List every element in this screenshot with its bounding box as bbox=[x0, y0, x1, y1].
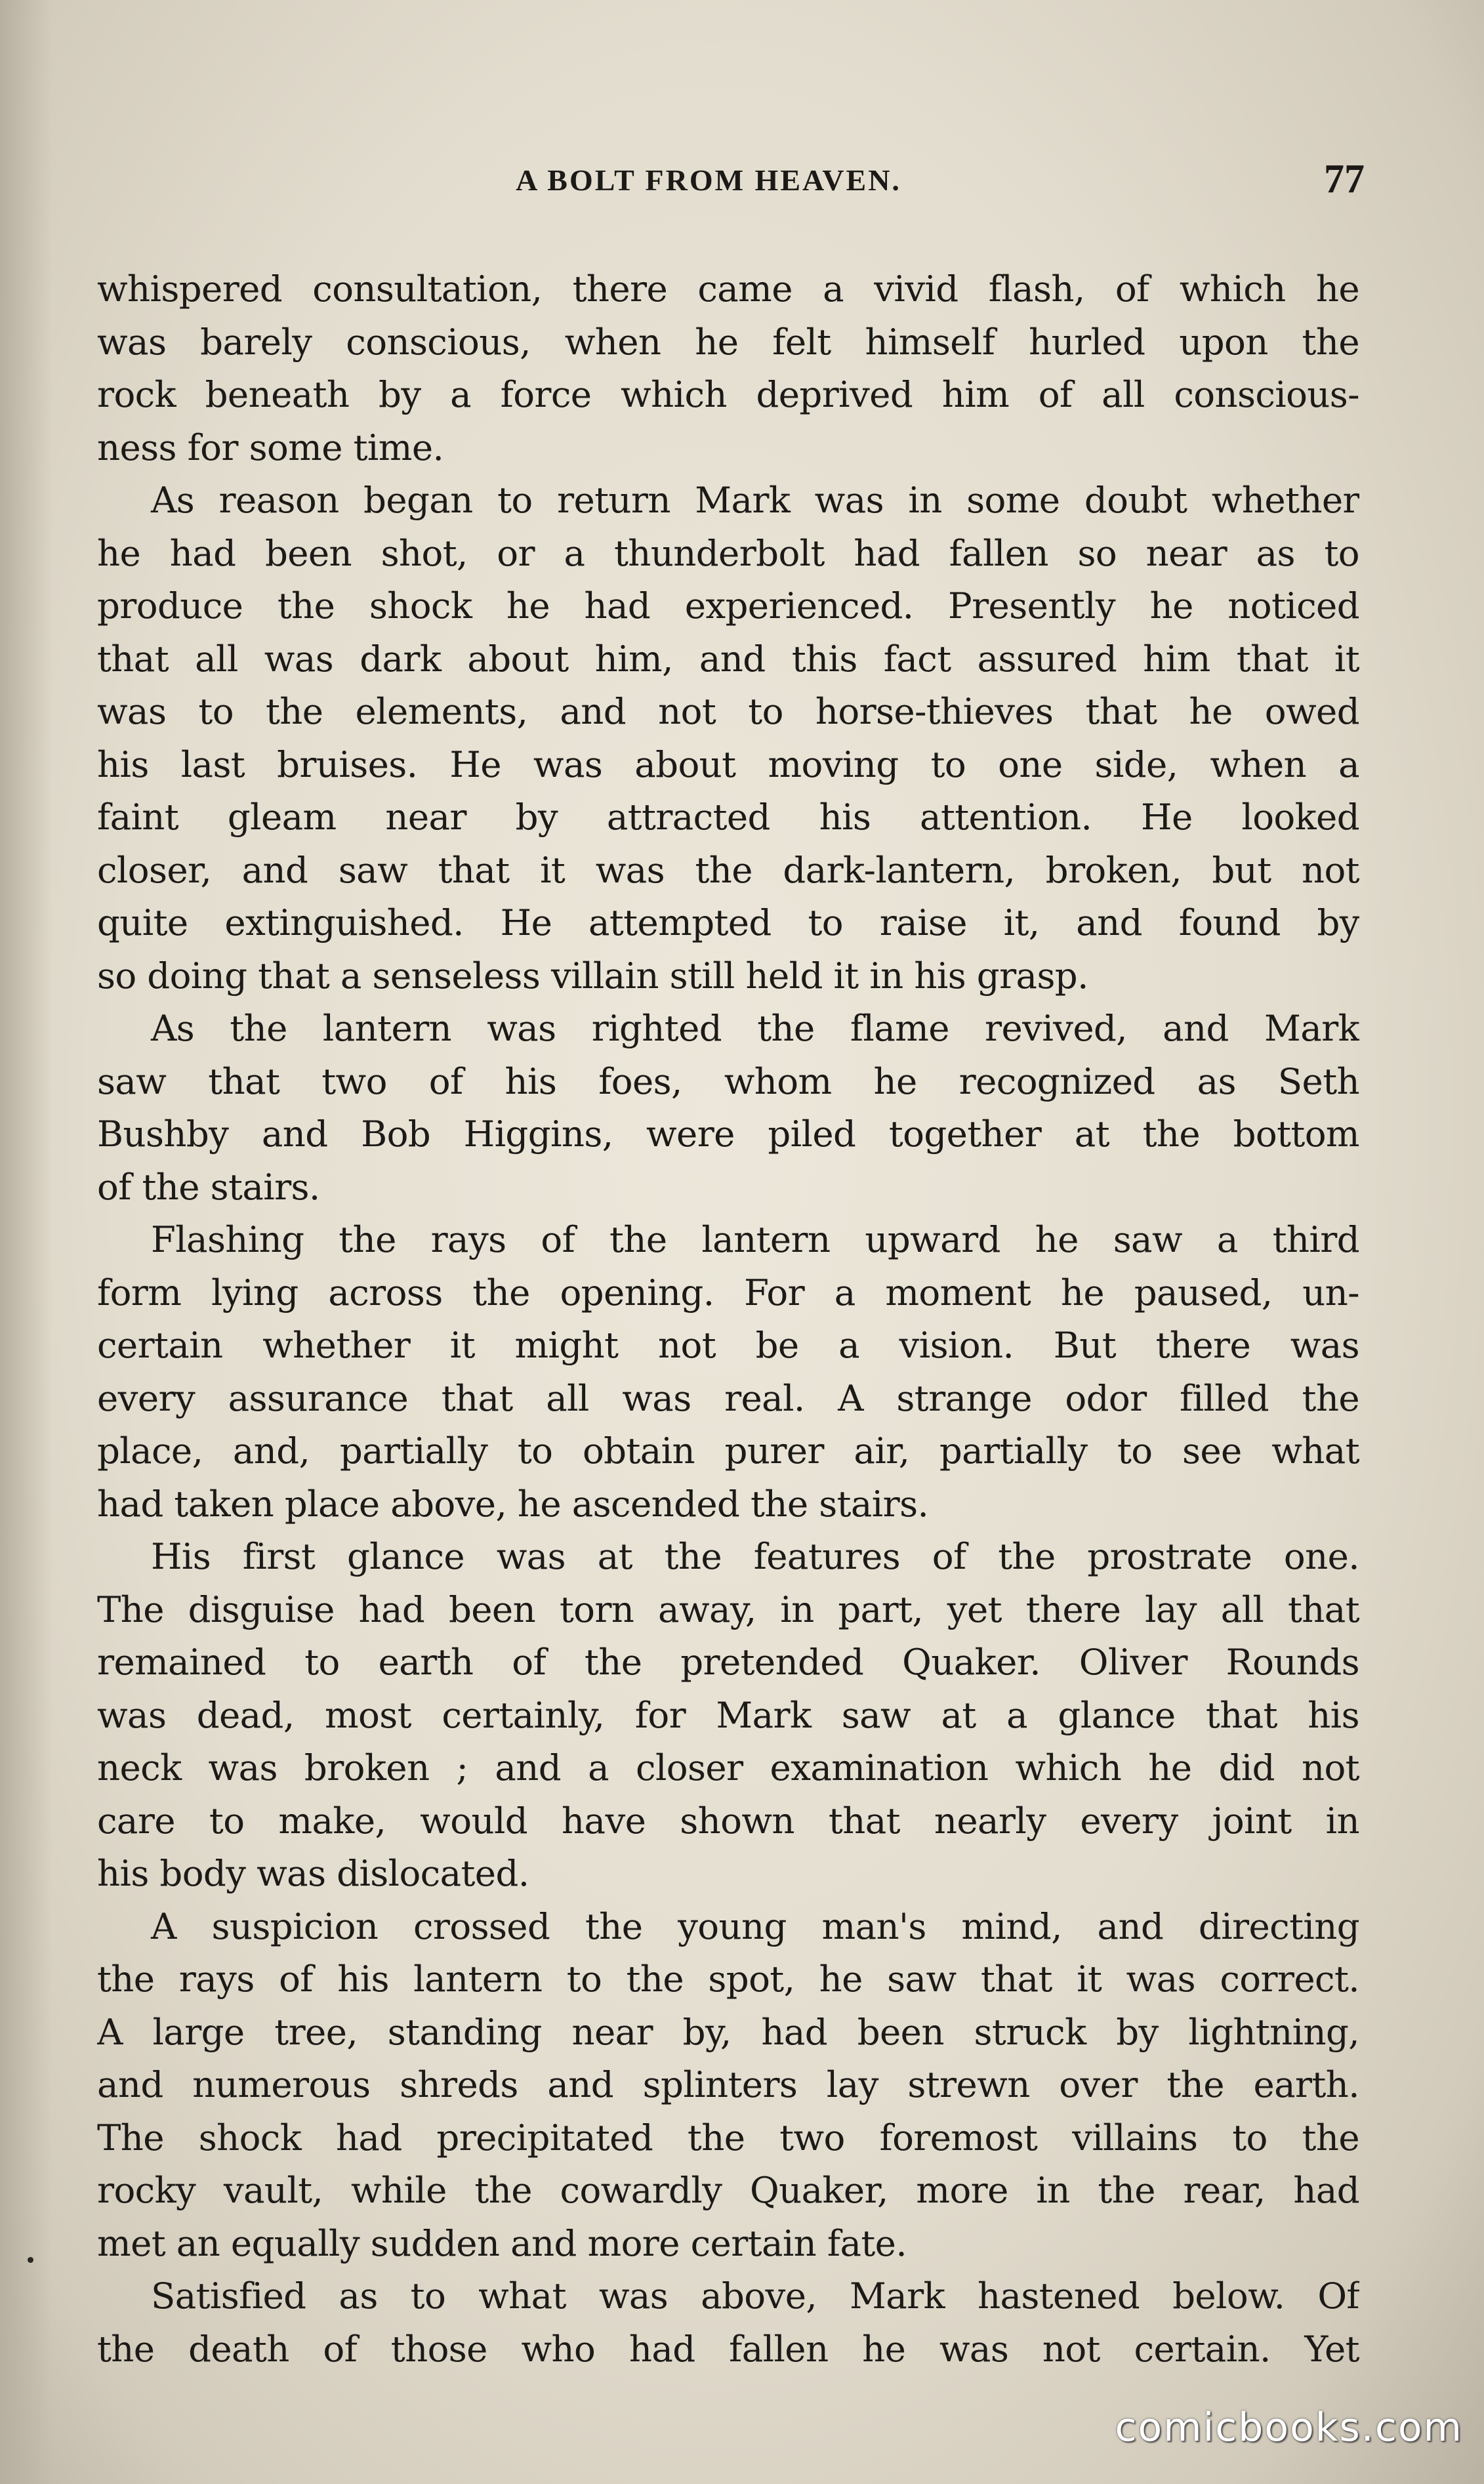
text-line: As the lantern was righted the flame revived, and Mark bbox=[151, 1007, 1359, 1049]
body-text bbox=[97, 262, 1359, 2375]
text-line: his last bruises. He was about moving to one side, when a bbox=[97, 743, 1359, 785]
text-line: that all was dark about him, and this fact assured him that it bbox=[97, 637, 1359, 680]
ink-speck bbox=[28, 2257, 33, 2263]
text-line: produce the shock he had experienced. Presently he noticed bbox=[97, 585, 1359, 627]
paragraph bbox=[97, 474, 1359, 1002]
paragraph bbox=[97, 2269, 1359, 2375]
text-line: As reason began to return Mark was in some doubt whether bbox=[151, 479, 1359, 521]
text-line: remained to earth of the pretended Quaker. Oliver Rounds bbox=[97, 1641, 1359, 1683]
watermark: comicbooks.com bbox=[1115, 2405, 1463, 2451]
text-line: was dead, most certainly, for Mark saw at a glance that his bbox=[97, 1693, 1359, 1736]
text-line: closer, and saw that it was the dark-lantern, broken, but not bbox=[97, 848, 1359, 891]
text-line: the death of those who had fallen he was not certain. Yet bbox=[97, 2327, 1359, 2370]
page-edge-shadow bbox=[0, 0, 52, 2484]
text-line: was barely conscious, when he felt himself hurled upon the bbox=[97, 320, 1359, 363]
paragraph bbox=[97, 1900, 1359, 2270]
text-line: form lying across the opening. For a moment he paused, un- bbox=[97, 1271, 1359, 1314]
text-line: A large tree, standing near by, had been struck by lightning, bbox=[97, 2010, 1359, 2053]
paragraph bbox=[97, 1002, 1359, 1213]
text-line: ness for some time. bbox=[97, 426, 444, 468]
text-line: had taken place above, he ascended the stairs. bbox=[97, 1482, 929, 1525]
text-line: faint gleam near by attracted his attention. He looked bbox=[97, 796, 1359, 838]
text-line: whispered consultation, there came a vivid flash, of which he bbox=[97, 268, 1359, 310]
paragraph bbox=[97, 262, 1359, 474]
paragraph bbox=[97, 1530, 1359, 1900]
text-line: rocky vault, while the cowardly Quaker, more in the rear, had bbox=[97, 2169, 1359, 2211]
running-title: A BOLT FROM HEAVEN. bbox=[516, 163, 901, 197]
text-line: saw that two of his foes, whom he recognized as Seth bbox=[97, 1060, 1359, 1102]
text-line: certain whether it might not be a vision. But there was bbox=[97, 1324, 1359, 1366]
text-line: his body was dislocated. bbox=[97, 1852, 529, 1894]
text-line: Satisfied as to what was above, Mark hastened below. Of bbox=[151, 2275, 1359, 2317]
paragraph bbox=[97, 1213, 1359, 1530]
text-line: A suspicion crossed the young man's mind, and directing bbox=[151, 1905, 1359, 1947]
page-number: 77 bbox=[1324, 157, 1365, 201]
text-line: Bushby and Bob Higgins, were piled together at the bottom bbox=[97, 1113, 1359, 1155]
text-line: and numerous shreds and splinters lay strewn over the earth. bbox=[97, 2063, 1359, 2105]
text-line: met an equally sudden and more certain fate. bbox=[97, 2222, 907, 2264]
text-line: The disguise had been torn away, in part, yet there lay all that bbox=[97, 1588, 1359, 1630]
text-line: the rays of his lantern to the spot, he saw that it was correct. bbox=[97, 1958, 1359, 2000]
text-line: His first glance was at the features of the prostrate one. bbox=[151, 1535, 1359, 1577]
text-line: rock beneath by a force which deprived him of all conscious- bbox=[97, 373, 1359, 415]
text-line: so doing that a senseless villain still held it in his grasp. bbox=[97, 954, 1088, 997]
text-line: quite extinguished. He attempted to raise it, and found by bbox=[97, 901, 1359, 943]
text-line: place, and, partially to obtain purer air, partially to see what bbox=[97, 1430, 1359, 1472]
text-line: of the stairs. bbox=[97, 1165, 320, 1208]
text-line: Flashing the rays of the lantern upward he saw a third bbox=[151, 1218, 1359, 1260]
text-line: every assurance that all was real. A strange odor filled the bbox=[97, 1377, 1359, 1419]
text-line: he had been shot, or a thunderbolt had fallen so near as to bbox=[97, 531, 1359, 574]
text-line: care to make, would have shown that nearly every joint in bbox=[97, 1799, 1359, 1842]
text-line: was to the elements, and not to horse-thieves that he owed bbox=[97, 690, 1359, 732]
text-line: neck was broken ; and a closer examination which he did not bbox=[97, 1747, 1359, 1789]
text-line: The shock had precipitated the two foremost villains to the bbox=[97, 2116, 1359, 2159]
